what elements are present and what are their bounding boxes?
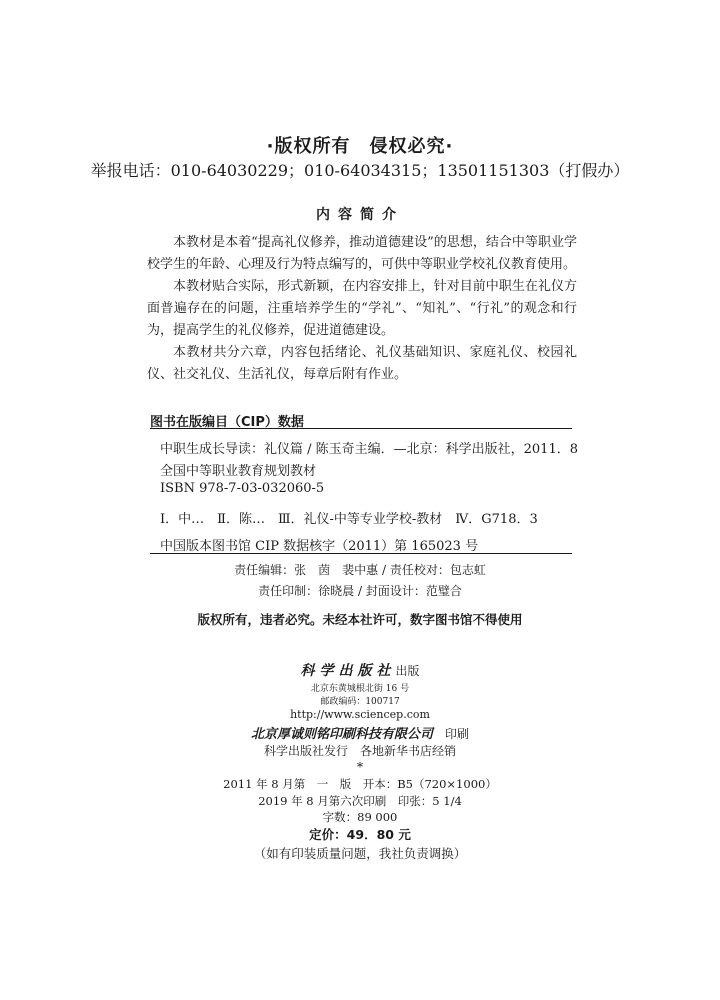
cip-line-record-number: 中国版本图书馆 CIP 数据核字（2011）第 165023 号: [160, 539, 479, 554]
rights-notice: 版权所有，违者必究。未经本社许可，数字图书馆不得使用: [197, 612, 523, 627]
publisher-postcode: 邮政编码：100717: [320, 697, 400, 707]
edition-info: 2011 年 8 月第 一 版 开本：B5（720×1000）: [223, 777, 497, 791]
summary-paragraph: 本教材是本着“提高礼仪修养，推动道德建设”的思想，结合中等职业学校学生的年龄、心理及行为特点编写的，可供中等职业学校礼仪教育使用。: [147, 235, 577, 272]
cip-record: [150, 428, 578, 554]
distribution-info: 科学出版社发行 各地新华书店经销: [263, 744, 456, 758]
price: 定价：49．80 元: [309, 827, 411, 842]
editors-line: 责任编辑：张 茵 裴中惠 / 责任校对：包志虹: [234, 563, 486, 577]
printer-name: 北京厚诚则铭印刷科技有限公司: [250, 727, 433, 742]
publisher-logo: 科学出版社: [300, 663, 396, 679]
summary-paragraph: 本教材共分六章，内容包括绪论、礼仪基础知识、家庭礼仪、校园礼仪、社交礼仪、生活礼仪，每章后附有作业。: [147, 345, 577, 382]
cip-line-isbn: ISBN 978-7-03-032060-5: [160, 481, 325, 496]
word-count: 字数：89 000: [322, 810, 398, 824]
cip-line-classification: Ⅰ．中… Ⅱ．陈… Ⅲ．礼仪-中等专业学校-教材 Ⅳ．G718．3: [160, 512, 538, 527]
production-line: 责任印制：徐晓晨 / 封面设计：范璧合: [258, 584, 462, 598]
publisher-address: 北京东黄城根北街 16 号: [310, 684, 410, 694]
cip-heading: 图书在版编目（CIP）数据: [150, 415, 304, 430]
publisher-line: [0, 660, 720, 680]
cip-line-title: 中职生成长导读：礼仪篇 / 陈玉奇主编．—北京：科学出版社，2011．8: [160, 442, 578, 457]
publisher-suffix: 出版: [395, 664, 420, 678]
separator-star: *: [357, 760, 363, 774]
quality-notice: （如有印装质量问题，我社负责调换）: [253, 846, 467, 861]
summary-paragraph: 本教材贴合实际，形式新颖，在内容安排上，针对目前中职生在礼仪方面普遍存在的问题，注重培养学生的“学礼”、“知礼”、“行礼”的观念和行为，提高学生的礼仪修养，促进道德建设。: [147, 279, 577, 338]
summary-heading: 内容简介: [316, 207, 404, 223]
report-phone: 举报电话：010-64030229；010-64034315；13501151303（打假办）: [90, 161, 630, 180]
printer-line: [0, 723, 720, 742]
printing-info: 2019 年 8 月第六次印刷 印张：5 1/4: [258, 794, 462, 808]
copyright-title: ·版权所有 侵权必究·: [266, 136, 454, 157]
cip-line-series: 全国中等职业教育规划教材: [160, 464, 317, 479]
printer-suffix: 印刷: [445, 727, 470, 741]
summary-text: [147, 232, 577, 386]
publisher-website: http://www.sciencep.com: [290, 708, 430, 721]
